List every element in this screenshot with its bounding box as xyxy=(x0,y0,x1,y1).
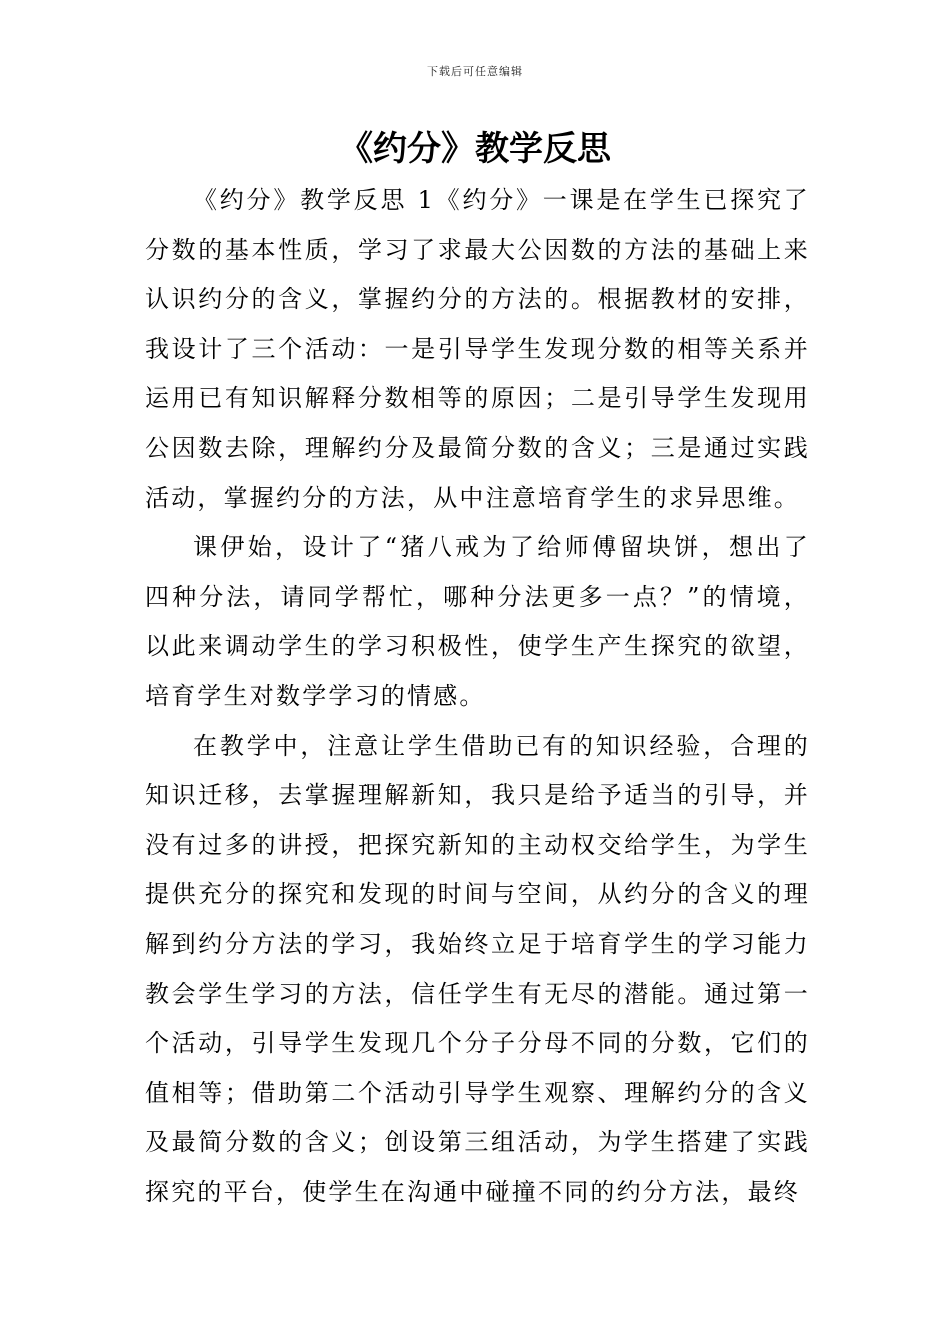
page-header-note: 下载后可任意编辑 xyxy=(427,65,523,78)
paragraph-1: 《约分》教学反思 1《约分》一课是在学生已探究了分数的基本性质，学习了求最大公因数的方法的基础上来认识约分的含义，掌握约分的方法的。根据教材的安排，我设计了三个活动：一是引导学生发现分数的相等关系并运用已有知识解释分数相等的原因；二是引导学生发现用公因数去除，理解约分及最简分数的含义；三是通过实践活动，掌握约分的方法，从中注意培育学生的求异思维。 xyxy=(145,186,810,512)
document-title: 《约分》教学反思 xyxy=(339,129,611,169)
paragraph-3: 在教学中，注意让学生借助已有的知识经验，合理的知识迁移，去掌握理解新知，我只是给予适当的引导，并没有过多的讲授，把探究新知的主动权交给学生，为学生提供充分的探究和发现的时间与空间，从约分的含义的理解到约分方法的学习，我始终立足于培育学生的学习能力教会学生学习的方法，信任学生有无尽的潜能。通过第一个活动，引导学生发现几个分子分母不同的分数，它们的值相等；借助第二个活动引导学生观察、理解约分的含义及最简分数的含义；创设第三组活动，为学生搭建了实践探究的平台，使学生在沟通中碰撞不同的约分方法，最终 xyxy=(145,731,810,1206)
paragraph-2: 课伊始，设计了“猪八戒为了给师傅留块饼，想出了四种分法，请同学帮忙，哪种分法更多一点？”的情境，以此来调动学生的学习积极性，使学生产生探究的欲望，培育学生对数学学习的情感。 xyxy=(145,533,810,710)
document-body xyxy=(145,176,810,1217)
